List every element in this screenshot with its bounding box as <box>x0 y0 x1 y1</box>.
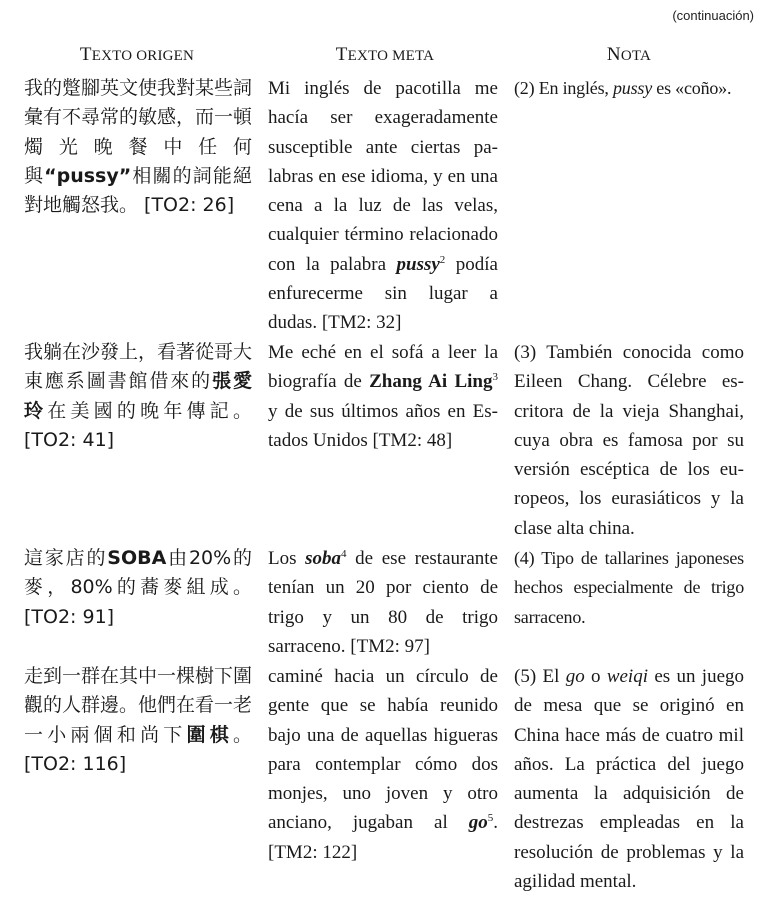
row4-source-cell: 走到一群在其中一棵樹下圍觀的人群邊。他們在看一老一小兩個和尚下圍棋。 [TO2: 116] <box>24 665 253 775</box>
row1-source-cell: 我的蹩腳英文使我對某些詞彙有不尋常的敏感，而一頓燭光晚餐中任何與“pussy”相關的詞能絕對地觸怒我。 [TO2: 26] <box>24 77 253 217</box>
row2-source-cell: 我躺在沙發上，看著從哥大東應系圖書館借來的張愛玲在美國的晚年傳記。 [TO2: 41] <box>24 341 253 451</box>
continuation-label: (continuación) <box>672 8 754 23</box>
row2-note-cell: (3) También conocida como Eileen Chang. Célebre escritora de la vieja Shanghai, cuya obra es famosa por su versión escéptica de los europeos, los eurasiáticos y la clase alta china. <box>514 342 744 539</box>
row4-note-cell: (5) El go o weiqi es un juego de mesa que se originó en China hace más de cuatro mil años. La práctica del juego aumenta la adquisición de destrezas empleadas en la resolución de problemas y la agilidad mental. <box>514 666 744 893</box>
header-note: NOTA <box>606 44 652 65</box>
row4-target-cell: caminé hacia un círculo de gente que se había reunido bajo una de aquellas higueras para contemplar cómo dos monjes, uno joven y otro anciano, jugaban al $go^5$. [TM2: 122] <box>268 666 498 863</box>
row3-source-cell: 這家店的SOBA由20%的麥，80%的蕎麥組成。 [TO2: 91] <box>24 547 252 628</box>
row3-target-cell: Los soba$^4$ de ese restaurante tenían un 20 por ciento de trigo y un 80 de trigo sarraceno. [TM2: 97] <box>268 548 498 657</box>
row1-target-cell: Mi inglés de pacotilla me hacía ser exageradamente susceptible ante ciertas palabras en ese idioma, y en una cena a la luz de las velas, cualquier término relacionado con la palabra pussy$^2$ podía enfurecerme sin lugar a dudas. [TM2: 32] <box>268 78 498 334</box>
header-target-text: TEXTO META <box>335 44 435 65</box>
row2-target-cell: Me eché en el sofá a leer la biografía de Zhang Ai Ling$^3$ y de sus últimos años en Estados Unidos [TM2: 48] <box>268 342 499 451</box>
row3-note-cell: (4) Tipo de tallarines japoneses hechos especialmente de trigo sarraceno. <box>514 548 744 627</box>
row1-note-cell: (2) En inglés, pussy es «coño». <box>514 78 732 98</box>
header-source-text: TEXTO ORIGEN <box>79 44 195 65</box>
